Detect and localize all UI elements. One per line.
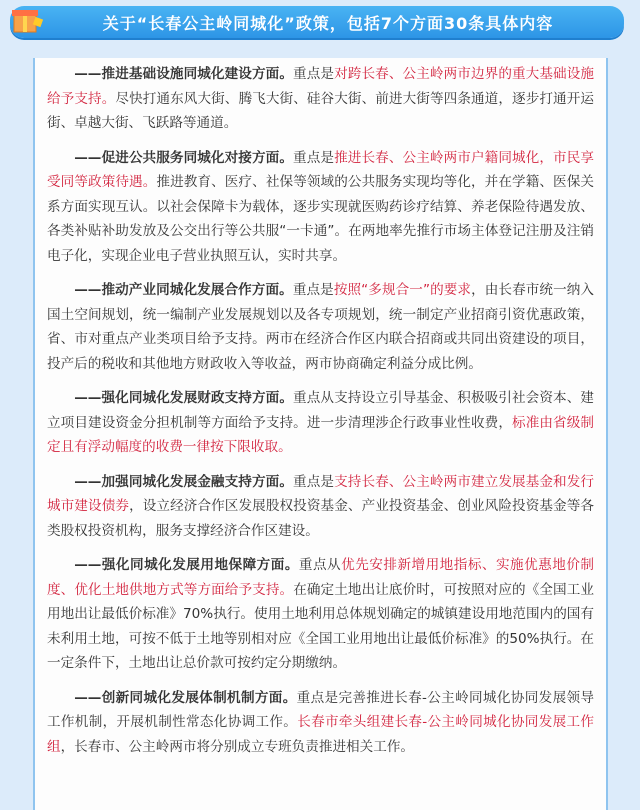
section-heading: ——促进公共服务同城化对接方面。 <box>74 149 294 166</box>
section-highlight: 长春市牵头组建长春-公主岭同城化协同发展工作组 <box>47 714 595 755</box>
section-intro: 重点是 <box>292 282 334 298</box>
section-intro: 重点是完善推进长春-公主岭同城化协同发展领导工作机制，开展机制性常态化协调工作。 <box>47 689 595 730</box>
section-body: ，长春市、公主岭两市将分别成立专班负责推进相关工作。 <box>60 738 415 755</box>
section-highlight: 标准由省级制定且有浮动幅度的收费一律按下限收取。 <box>47 414 595 455</box>
section-infrastructure <box>47 62 594 136</box>
section-heading: ——创新同城化发展体制机制方面。 <box>74 689 297 706</box>
section-highlight: 优先安排新增用地指标、实施优惠地价制度、优化土地供地方式等方面给予支持。 <box>47 557 595 598</box>
page-title: 关于“长春公主岭同城化”政策，包括7个方面30条具体内容 <box>102 13 554 33</box>
section-highlight: 支持长春、公主岭两市建立发展基金和发行城市建设债券 <box>47 473 595 514</box>
section-body: 在确定土地出让底价时，可按照对应的《全国工业用地出让最低价标准》70%执行。使用土地利用总体规划确定的城镇建设用地范围内的国有未利用土地，可按不低于土地等别相对应《全国工业用地出让最低价标准》的50%执行。在一定条件下，土地出让总价款可按约定分期缴纳。 <box>47 581 594 671</box>
section-highlight: 按照“多规合一”的要求 <box>333 282 472 298</box>
section-body: ，由长春市统一纳入国土空间规划，统一编制产业发展规划以及各专项规划，统一制定产业招商引资优惠政策，省、市对重点产业类项目给予支持。两市在经济合作区内联合招商或共同出资建设的项目，投产后的税收和其他地方财政收入等收益，两市协商确定利益分成比例。 <box>47 282 595 372</box>
section-highlight: 推进长春、公主岭两市户籍同城化，市民享受同等政策待遇。 <box>47 149 595 190</box>
section-heading: ——强化同城化发展用地保障方面。 <box>74 557 299 573</box>
section-intro: 重点是 <box>293 473 335 490</box>
section-intro: 重点从 <box>298 557 342 573</box>
section-heading: ——强化同城化发展财政支持方面。 <box>74 390 294 406</box>
section-financial-support <box>47 470 594 544</box>
section-heading: ——推动产业同城化发展合作方面。 <box>74 282 293 298</box>
section-public-services <box>47 146 594 269</box>
section-highlight: 对跨长春、公主岭两市边界的重大基础设施给予支持。 <box>47 66 595 107</box>
section-intro: 重点从支持设立引导基金、积极吸引社会资本、建立项目建设资金分担机制等方面给予支持。进一步清理涉企行政事业性收费， <box>47 390 595 431</box>
section-heading: ——加强同城化发展金融支持方面。 <box>74 473 294 490</box>
section-body: ，设立经济合作区发展股权投资基金、产业投资基金、创业风险投资基金等各类股权投资机构，服务支撑经济合作区建设。 <box>47 498 594 539</box>
section-land <box>47 553 594 676</box>
section-body: 尽快打通东风大街、腾飞大街、硅谷大街、前进大街等四条通道，逐步打通开运街、卓越大街、飞跃路等通道。 <box>47 90 595 131</box>
section-body: 推进教育、医疗、社保等领域的公共服务实现均等化，并在学籍、医保关系方面实现互认。以社会保障卡为载体，逐步实现就医购药诊疗结算、养老保险待遇发放、各类补贴补助发放及公交出行等公共服“一卡通”。在两地率先推行市场主体登记注册及注销电子化，实现企业电子营业执照互认，实时共享。 <box>47 174 595 264</box>
section-finance <box>47 386 594 460</box>
section-intro: 重点是 <box>293 149 335 166</box>
header-banner <box>10 6 624 38</box>
section-intro: 重点是 <box>293 66 335 82</box>
section-industry <box>47 278 594 376</box>
section-mechanism <box>47 686 594 760</box>
gift-box-icon <box>10 6 44 36</box>
section-heading: ——推进基础设施同城化建设方面。 <box>74 66 294 82</box>
policy-content-panel <box>33 58 608 810</box>
